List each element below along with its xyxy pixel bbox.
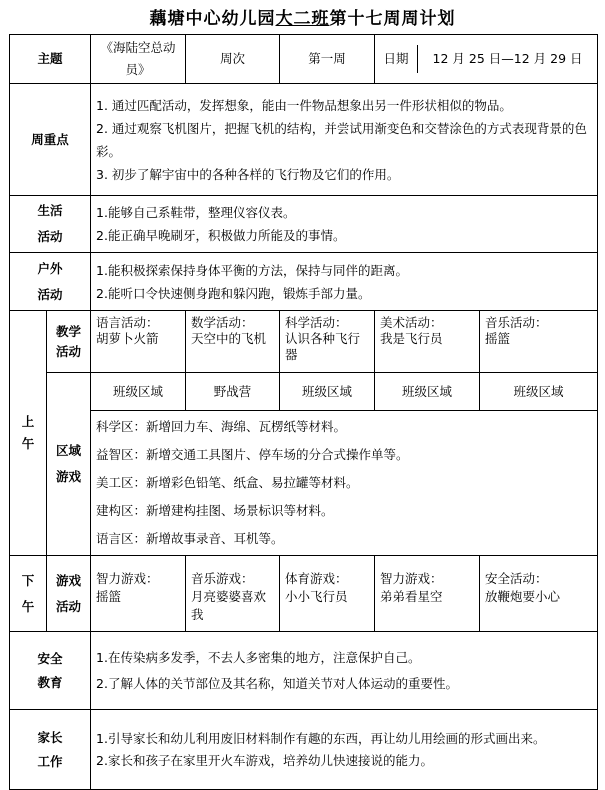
teaching-item (186, 311, 280, 373)
activity-name: 音乐活动： (485, 315, 548, 330)
area-item: 益智区：新增交通工具图片、停车场的分合式操作单等。 (96, 447, 409, 462)
teaching-item (480, 311, 598, 373)
outdoor-label-line: 活动 (37, 286, 63, 302)
focus-item: 3. 初步了解宇宙中的各种各样的飞行物及它们的作用。 (96, 166, 400, 182)
page-title (0, 4, 605, 29)
title-school: 藕塘中心幼儿园 (149, 9, 276, 29)
activity-name: 数学活动： (191, 315, 254, 330)
date-label: 日期 (375, 45, 418, 73)
game-label-line: 游戏 (56, 572, 82, 588)
safety-label (10, 632, 91, 710)
focus-item: 1. 通过匹配活动，发挥想象，能由一件物品想象出另一件形状相似的物品。 (96, 97, 512, 113)
outdoor-item: 2.能听口令快速侧身跑和躲闪跑，锻炼手部力量。 (96, 285, 371, 301)
date-value: 12 月 25 日—12 月 29 日 (432, 51, 583, 66)
game-item (186, 556, 280, 632)
area-label-line: 区域 (56, 443, 82, 458)
safety-row (10, 632, 598, 710)
life-item: 2.能正确早晚刷牙，积极做力所能及的事情。 (96, 228, 346, 243)
activity-name: 美术活动： (380, 315, 443, 330)
teaching-row (10, 311, 598, 373)
area-item: 建构区：新增建构挂图、场景标识等材料。 (96, 503, 334, 518)
teaching-item (280, 311, 375, 373)
area-label-line: 游戏 (56, 469, 82, 484)
area-detail-row (10, 411, 598, 556)
afternoon-row (10, 556, 598, 632)
theme-value: 《海陆空总动员》 (91, 35, 186, 84)
activity-content: 胡萝卜火箭 (96, 331, 159, 346)
area-name: 班级区域 (480, 373, 598, 411)
life-label-line: 生活 (37, 203, 63, 218)
activity-content: 我是飞行员 (380, 331, 443, 346)
game-content: 小小飞行员 (285, 589, 348, 604)
area-label (47, 373, 91, 556)
parents-label-line: 家长 (37, 729, 63, 745)
life-row (10, 196, 598, 253)
area-name: 班级区域 (375, 373, 480, 411)
weekly-plan-table (9, 34, 598, 790)
parents-label-line: 工作 (37, 753, 63, 769)
outdoor-content (91, 253, 598, 311)
activity-name: 科学活动： (285, 315, 348, 330)
title-class: 大二班 (275, 9, 330, 29)
parents-item: 2.家长和孩子在家里开火车游戏，培养幼儿快速接说的能力。 (96, 752, 433, 768)
activity-content: 认识各种飞行器 (285, 331, 361, 362)
week-label: 周次 (186, 35, 280, 84)
life-item: 1.能够自己系鞋带，整理仪容仪表。 (96, 205, 296, 220)
game-name: 智力游戏： (96, 571, 159, 586)
game-label (47, 556, 91, 632)
game-content: 弟弟看星空 (380, 589, 443, 604)
area-name: 班级区域 (280, 373, 375, 411)
outdoor-label-line: 户外 (37, 260, 63, 276)
teaching-label-line: 活动 (56, 343, 82, 359)
morning-label-line: 上 (21, 414, 35, 429)
focus-item: 2. 通过观察飞机图片，把握飞机的结构，并尝试用渐变色和交替涂色的方式表现背景的色彩。 (96, 120, 587, 159)
life-label (10, 196, 91, 253)
life-label-line: 活动 (37, 229, 63, 244)
date-cell (375, 35, 598, 84)
outdoor-label (10, 253, 91, 311)
safety-label-line: 教育 (37, 674, 63, 690)
safety-content (91, 632, 598, 710)
game-item (375, 556, 480, 632)
game-name: 音乐游戏： (191, 571, 254, 586)
activity-content: 摇篮 (485, 331, 511, 346)
safety-item: 1.在传染病多发季，不去人多密集的地方，注意保护自己。 (96, 649, 421, 665)
safety-item: 2.了解人体的关节部位及其名称，知道关节对人体运动的重要性。 (96, 675, 458, 691)
morning-label (10, 311, 47, 556)
area-item: 科学区：新增回力车、海绵、瓦楞纸等材料。 (96, 419, 347, 434)
morning-label-line: 午 (21, 436, 35, 451)
focus-label: 周重点 (10, 84, 91, 196)
afternoon-label-line: 午 (21, 598, 35, 614)
activity-content: 天空中的飞机 (191, 331, 267, 346)
outdoor-row (10, 253, 598, 311)
game-content: 月亮婆婆喜欢我 (191, 589, 267, 622)
game-name: 智力游戏： (380, 571, 443, 586)
game-item (280, 556, 375, 632)
area-item: 语言区：新增故事录音、耳机等。 (96, 531, 284, 546)
game-content: 放鞭炮要小心 (485, 589, 561, 604)
area-item: 美工区：新增彩色铅笔、纸盒、易拉罐等材料。 (96, 475, 359, 490)
week-value: 第一周 (280, 35, 375, 84)
safety-label-line: 安全 (37, 650, 63, 666)
focus-row (10, 84, 598, 196)
area-detail (91, 411, 598, 556)
area-name: 野战营 (186, 373, 280, 411)
theme-label: 主题 (10, 35, 91, 84)
afternoon-label-line: 下 (21, 572, 35, 588)
title-week-plan: 第十七周周计划 (329, 9, 456, 29)
afternoon-label (10, 556, 47, 632)
teaching-label (47, 311, 91, 373)
outdoor-item: 1.能积极探索保持身体平衡的方法，保持与同伴的距离。 (96, 262, 408, 278)
game-item (91, 556, 186, 632)
parents-item: 1.引导家长和幼儿利用废旧材料制作有趣的东西，再让幼儿用绘画的形式画出来。 (96, 730, 546, 746)
game-content: 摇篮 (96, 589, 122, 604)
game-item (480, 556, 598, 632)
game-label-line: 活动 (56, 598, 82, 614)
teaching-item (375, 311, 480, 373)
activity-name: 语言活动： (96, 315, 159, 330)
area-names-row (10, 373, 598, 411)
game-name: 安全活动： (485, 571, 548, 586)
focus-content (91, 84, 598, 196)
teaching-label-line: 教学 (56, 323, 82, 339)
area-name: 班级区域 (91, 373, 186, 411)
teaching-item (91, 311, 186, 373)
header-row (10, 35, 598, 84)
life-content (91, 196, 598, 253)
game-name: 体育游戏： (285, 571, 348, 586)
